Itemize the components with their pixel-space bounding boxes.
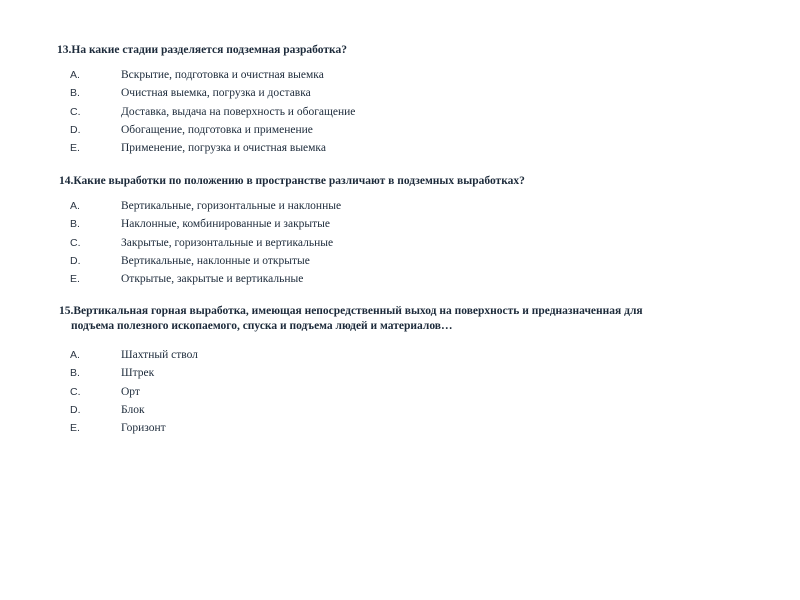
option-text: Очистная выемка, погрузка и доставка (121, 87, 311, 100)
option-letter: B. (70, 218, 80, 231)
question-15-title (59, 304, 759, 334)
question-text: Какие выработки по положению в пространстве различают в подземных выработках? (73, 175, 525, 187)
option-text: Доставка, выдача на поверхность и обогащение (121, 105, 356, 118)
option-letter: B. (70, 367, 80, 380)
option-letter: E. (70, 142, 80, 155)
option-letter: B. (70, 87, 80, 100)
option-text: Закрытые, горизонтальные и вертикальные (121, 236, 334, 249)
option-letter: A. (70, 349, 80, 361)
question-text-continuation: подъема полезного ископаемого, спуска и подъема людей и материалов… (71, 320, 453, 332)
option-letter: A. (70, 200, 80, 212)
option-letter: A. (70, 69, 80, 81)
question-14-title (59, 174, 525, 189)
question-13-title (57, 43, 347, 58)
option-text: Применение, погрузка и очистная выемка (121, 142, 326, 155)
option-text: Шахтный ствол (121, 349, 198, 361)
question-number: 14. (59, 175, 74, 187)
option-text: Штрек (121, 367, 155, 380)
question-text: Вертикальная горная выработка, имеющая непосредственный выход на поверхность и предназначенная для (73, 305, 643, 317)
option-text: Обогащение, подготовка и применение (121, 123, 313, 136)
option-letter: D. (70, 254, 81, 267)
question-number: 13. (57, 44, 72, 56)
option-text: Блок (121, 403, 145, 416)
option-text: Вертикальные, горизонтальные и наклонные (121, 200, 342, 212)
option-letter: E. (70, 273, 80, 286)
option-letter: D. (70, 403, 81, 416)
option-text: Горизонт (121, 422, 166, 435)
option-text: Орт (121, 385, 140, 398)
option-text: Вскрытие, подготовка и очистная выемка (121, 69, 324, 81)
question-text: На какие стадии разделяется подземная разработка? (71, 44, 347, 56)
option-text: Вертикальные, наклонные и открытые (121, 254, 310, 267)
question-number: 15. (59, 305, 74, 317)
option-letter: E. (70, 422, 80, 435)
option-letter: C. (70, 236, 81, 249)
option-text: Наклонные, комбинированные и закрытые (121, 218, 330, 231)
option-text: Открытые, закрытые и вертикальные (121, 273, 304, 286)
option-letter: C. (70, 105, 81, 118)
option-letter: C. (70, 385, 81, 398)
option-letter: D. (70, 123, 81, 136)
